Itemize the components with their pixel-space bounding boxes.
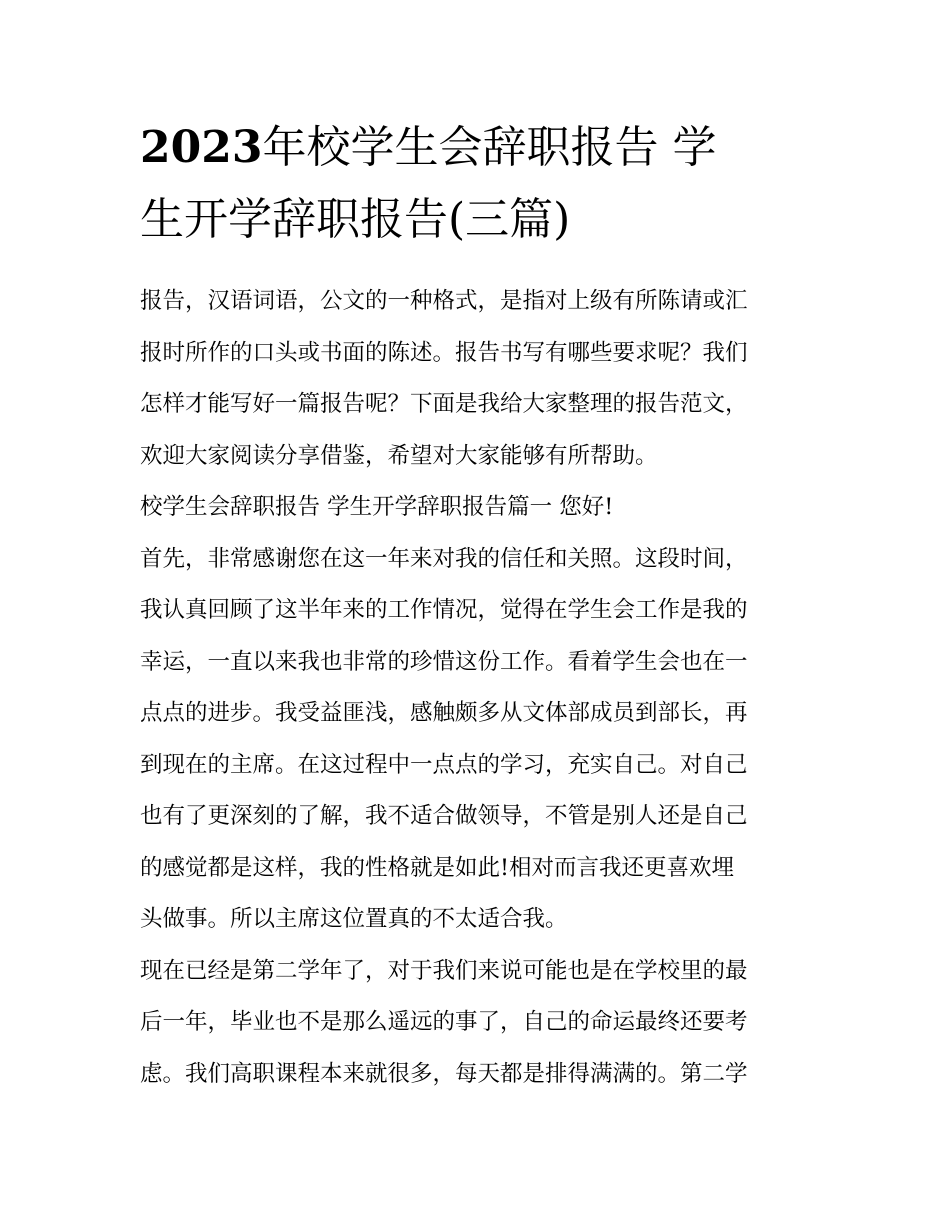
body-line: 也有了更深刻的了解，我不适合做领导，不管是别人还是自己 <box>140 803 748 829</box>
body-line: 报时所作的口头或书面的陈述。报告书写有哪些要求呢？我们 <box>140 339 748 366</box>
body-line: 我认真回顾了这半年来的工作情况，觉得在学生会工作是我的 <box>140 597 748 623</box>
body-line: 幸运，一直以来我也非常的珍惜这份工作。看着学生会也在一 <box>140 648 748 675</box>
title-line1-rest: 年校学生会辞职报告 学 <box>262 122 717 173</box>
body-line: 怎样才能写好一篇报告呢？下面是我给大家整理的报告范文， <box>140 391 748 417</box>
body-line: 欢迎大家阅读分享借鉴，希望对大家能够有所帮助。 <box>140 442 658 469</box>
body-line: 后一年，毕业也不是那么遥远的事了，自己的命运最终还要考 <box>140 1009 748 1035</box>
body-line: 的感觉都是这样，我的性格就是如此!相对而言我还更喜欢埋 <box>140 854 735 881</box>
section-heading: 校学生会辞职报告 学生开学辞职报告篇一 您好! <box>140 494 614 520</box>
title-year: 2023 <box>140 122 263 173</box>
body-line: 虑。我们高职课程本来就很多，每天都是排得满满的。第二学 <box>140 1060 748 1087</box>
document-body <box>140 276 830 1100</box>
document-title <box>140 112 820 256</box>
body-line: 现在已经是第二学年了，对于我们来说可能也是在学校里的最 <box>140 957 748 984</box>
title-line2: 生开学辞职报告(三篇) <box>140 194 571 245</box>
body-line: 头做事。所以主席这位置真的不太适合我。 <box>140 906 568 932</box>
body-line: 到现在的主席。在这过程中一点点的学习，充实自己。对自己 <box>140 751 748 778</box>
body-line: 报告，汉语词语，公文的一种格式，是指对上级有所陈请或汇 <box>140 288 748 314</box>
body-line: 首先，非常感谢您在这一年来对我的信任和关照。这段时间， <box>140 545 748 572</box>
body-line: 点点的进步。我受益匪浅，感触颇多从文体部成员到部长，再 <box>140 700 748 726</box>
